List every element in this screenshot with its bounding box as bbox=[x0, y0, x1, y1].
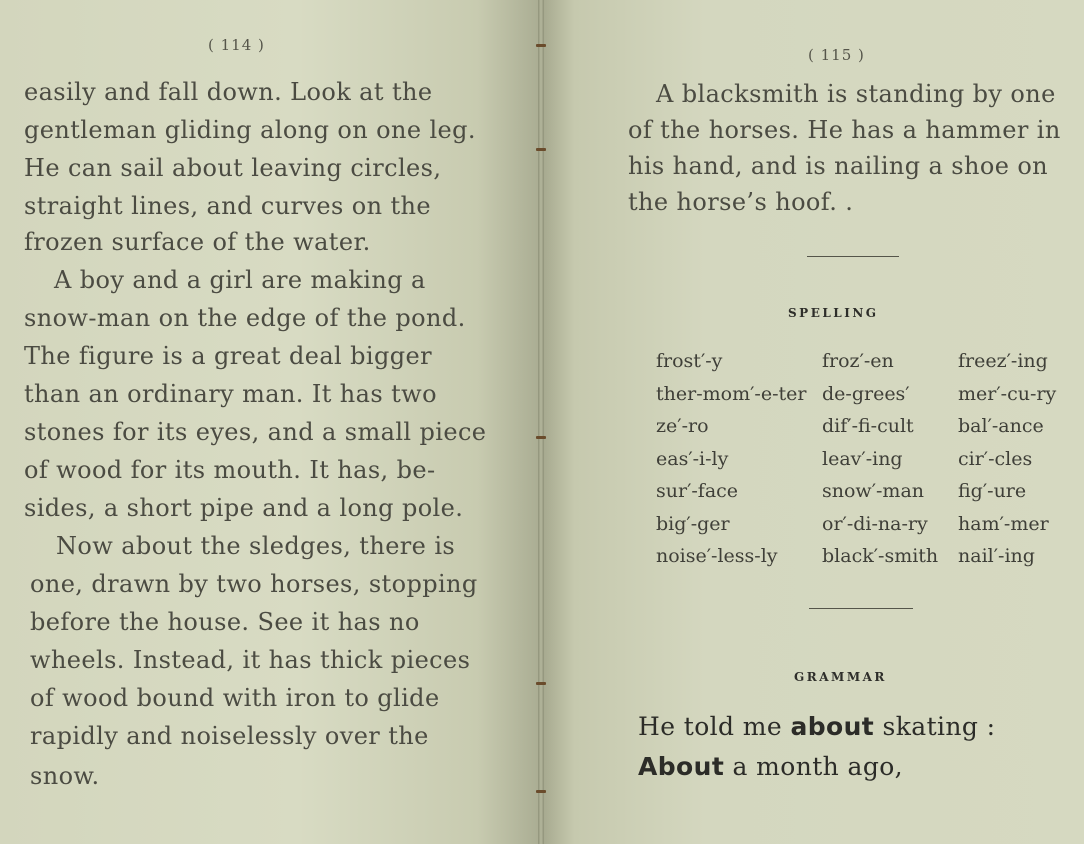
text-line: the horse’s hoof. . bbox=[628, 188, 854, 216]
page-number: ( 114 ) bbox=[208, 36, 265, 54]
text-line: snow-man on the edge of the pond. bbox=[24, 304, 466, 332]
text-line: than an ordinary man. It has two bbox=[24, 380, 437, 408]
spelling-word: cir′-cles bbox=[958, 447, 1033, 470]
grammar-heading: GRAMMAR bbox=[794, 670, 887, 684]
text-line: before the house. See it has no bbox=[30, 608, 420, 636]
right-page bbox=[542, 0, 1084, 844]
text-line: his hand, and is nailing a shoe on bbox=[628, 152, 1049, 180]
grammar-example-line bbox=[638, 752, 903, 781]
binding-stitch bbox=[536, 682, 546, 685]
spelling-word: or′-di-na-ry bbox=[822, 512, 928, 535]
spelling-word: fig′-ure bbox=[958, 480, 1027, 502]
spelling-word: snow′-man bbox=[822, 480, 925, 502]
grammar-example-line bbox=[638, 712, 996, 741]
spelling-word: ther-mom′-e-ter bbox=[656, 382, 807, 405]
page-number: ( 115 ) bbox=[808, 46, 865, 64]
text-line: easily and fall down. Look at the bbox=[24, 78, 433, 106]
spelling-word: sur′-face bbox=[656, 480, 739, 502]
binding-stitch bbox=[536, 436, 546, 439]
spelling-word: freez′-ing bbox=[958, 350, 1048, 372]
text-line: straight lines, and curves on the bbox=[24, 192, 431, 220]
text-line: A boy and a girl are making a bbox=[54, 266, 426, 294]
text-line: Now about the sledges, there is bbox=[56, 532, 456, 560]
binding-stitch bbox=[536, 44, 546, 47]
text-line: The figure is a great deal bigger bbox=[24, 342, 432, 370]
grammar-emphasis: about bbox=[790, 712, 875, 741]
binding-stitch bbox=[536, 148, 546, 151]
text-line: rapidly and noiselessly over the bbox=[30, 722, 429, 750]
spelling-word: dif′-fi-cult bbox=[822, 415, 914, 437]
text-line: of wood bound with iron to glide bbox=[30, 684, 440, 712]
text-line: gentleman gliding along on one leg. bbox=[24, 116, 476, 144]
grammar-text: a month ago, bbox=[724, 752, 904, 781]
text-line: sides, a short pipe and a long pole. bbox=[24, 494, 464, 522]
text-line: snow. bbox=[30, 762, 100, 790]
spelling-word: leav′-ing bbox=[822, 447, 903, 470]
grammar-emphasis: About bbox=[638, 752, 725, 781]
section-divider bbox=[807, 256, 899, 257]
grammar-text: He told me bbox=[638, 712, 791, 741]
spelling-word: ham′-mer bbox=[958, 512, 1049, 535]
text-line: of wood for its mouth. It has, be- bbox=[24, 456, 436, 484]
spelling-word: big′-ger bbox=[656, 512, 730, 535]
text-line: A blacksmith is standing by one bbox=[656, 80, 1056, 108]
spelling-word: eas′-i-ly bbox=[656, 447, 729, 470]
spelling-word: ze′-ro bbox=[656, 415, 709, 437]
spelling-word: noise′-less-ly bbox=[656, 545, 778, 567]
text-line: one, drawn by two horses, stopping bbox=[30, 570, 478, 598]
spelling-word: froz′-en bbox=[822, 350, 894, 372]
spelling-word: de-grees′ bbox=[822, 382, 910, 405]
book-gutter bbox=[538, 0, 544, 844]
text-line: frozen surface of the water. bbox=[24, 228, 371, 256]
spelling-word: nail′-ing bbox=[958, 545, 1035, 567]
spelling-heading: SPELLING bbox=[788, 306, 879, 320]
section-divider bbox=[809, 608, 913, 609]
spelling-word: mer′-cu-ry bbox=[958, 382, 1057, 405]
text-line: of the horses. He has a hammer in bbox=[628, 116, 1061, 144]
spelling-word: frost′-y bbox=[656, 350, 723, 372]
text-line: wheels. Instead, it has thick pieces bbox=[30, 646, 471, 674]
spelling-word: black′-smith bbox=[822, 545, 939, 567]
text-line: He can sail about leaving circles, bbox=[24, 154, 442, 182]
spelling-word: bal′-ance bbox=[958, 415, 1044, 437]
text-line: stones for its eyes, and a small piece bbox=[24, 418, 487, 446]
binding-stitch bbox=[536, 790, 546, 793]
grammar-text: skating : bbox=[874, 712, 996, 741]
